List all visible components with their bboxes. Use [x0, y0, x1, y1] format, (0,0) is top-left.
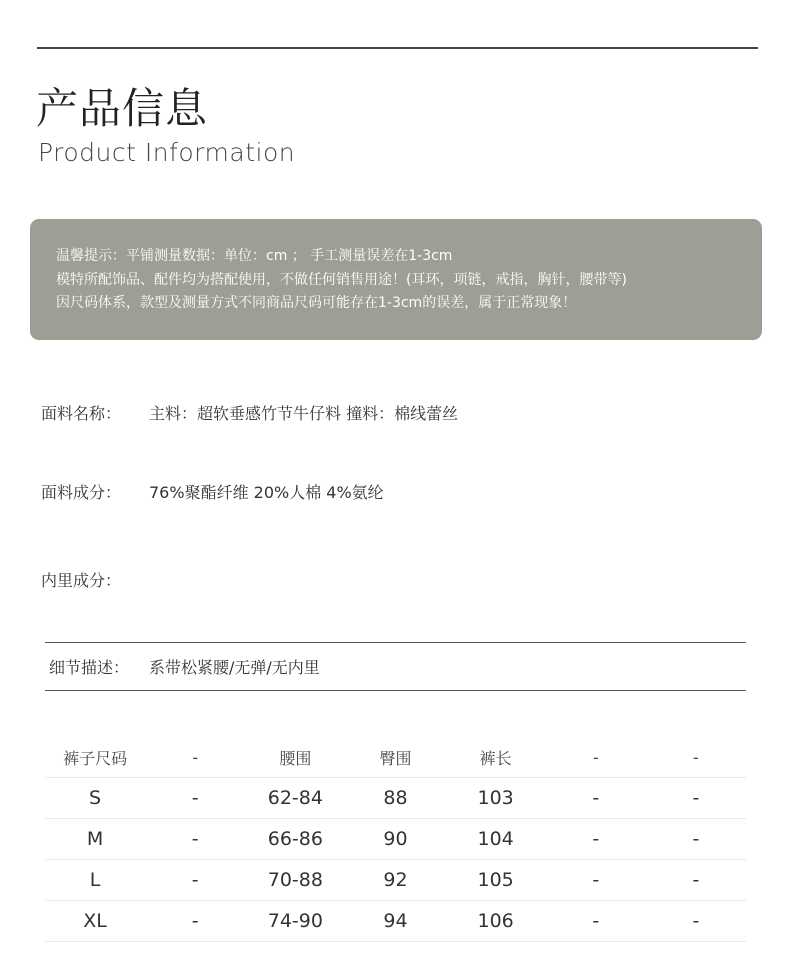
cell-hip: 88: [345, 778, 445, 819]
page-title: 产品信息: [36, 84, 209, 133]
cell-length: 103: [446, 778, 546, 819]
cell-hip: 90: [345, 819, 445, 860]
table-row: [45, 901, 746, 942]
cell-waist: 70-88: [245, 860, 345, 901]
cell: -: [145, 860, 245, 901]
lining-label: 内里成分：: [41, 571, 122, 590]
details-label: 细节描述：: [49, 658, 130, 677]
cell: -: [546, 901, 646, 942]
cell-waist: 62-84: [245, 778, 345, 819]
header-col-2: -: [145, 737, 245, 778]
cell: -: [546, 778, 646, 819]
cell-length: 106: [446, 901, 546, 942]
lining-row: [41, 568, 149, 591]
cell: -: [646, 901, 746, 942]
size-table: [45, 737, 746, 942]
cell-hip: 94: [345, 901, 445, 942]
top-divider: [37, 47, 758, 49]
table-row: [45, 860, 746, 901]
details-bottom-divider: [45, 690, 746, 691]
page-subtitle: Product Information: [38, 138, 296, 167]
details-top-divider: [45, 642, 746, 643]
cell-size: S: [45, 778, 145, 819]
fabric-composition-label: 面料成分：: [41, 483, 122, 502]
fabric-composition-row: [41, 480, 384, 503]
header-col-6: -: [546, 737, 646, 778]
notice-line: 温馨提示：平铺测量数据：单位：cm ； 手工测量误差在1-3cm: [56, 248, 453, 264]
header-size: 裤子尺码: [45, 737, 145, 778]
cell-hip: 92: [345, 860, 445, 901]
header-waist: 腰围: [245, 737, 345, 778]
notice-line: 因尺码体系，款型及测量方式不同商品尺码可能存在1-3cm的误差，属于正常现象！: [56, 295, 577, 311]
fabric-name-value: 主料：超软垂感竹节牛仔料 撞料：棉线蕾丝: [149, 404, 459, 423]
details-value: 系带松紧腰/无弹/无内里: [149, 658, 320, 677]
cell: -: [145, 901, 245, 942]
fabric-composition-value: 76%聚酯纤维 20%人棉 4%氨纶: [149, 483, 384, 502]
details-row: [49, 655, 320, 678]
cell-size: M: [45, 819, 145, 860]
header-hip: 臀围: [345, 737, 445, 778]
notice-line: 模特所配饰品、配件均为搭配使用，不做任何销售用途！(耳环，项链，戒指，胸针，腰带等): [56, 271, 627, 288]
cell-length: 104: [446, 819, 546, 860]
header-length: 裤长: [446, 737, 546, 778]
cell: -: [646, 860, 746, 901]
cell: -: [646, 819, 746, 860]
cell-waist: 66-86: [245, 819, 345, 860]
cell: -: [546, 819, 646, 860]
notice-box: [30, 219, 762, 340]
size-table-header: [45, 737, 746, 778]
fabric-name-row: [41, 401, 458, 424]
cell: -: [646, 778, 746, 819]
cell-size: XL: [45, 901, 145, 942]
cell-size: L: [45, 860, 145, 901]
table-row: [45, 778, 746, 819]
cell: -: [145, 819, 245, 860]
cell-waist: 74-90: [245, 901, 345, 942]
cell: -: [145, 778, 245, 819]
cell: -: [546, 860, 646, 901]
cell-length: 105: [446, 860, 546, 901]
header-col-7: -: [646, 737, 746, 778]
fabric-name-label: 面料名称：: [41, 404, 122, 423]
table-row: [45, 819, 746, 860]
